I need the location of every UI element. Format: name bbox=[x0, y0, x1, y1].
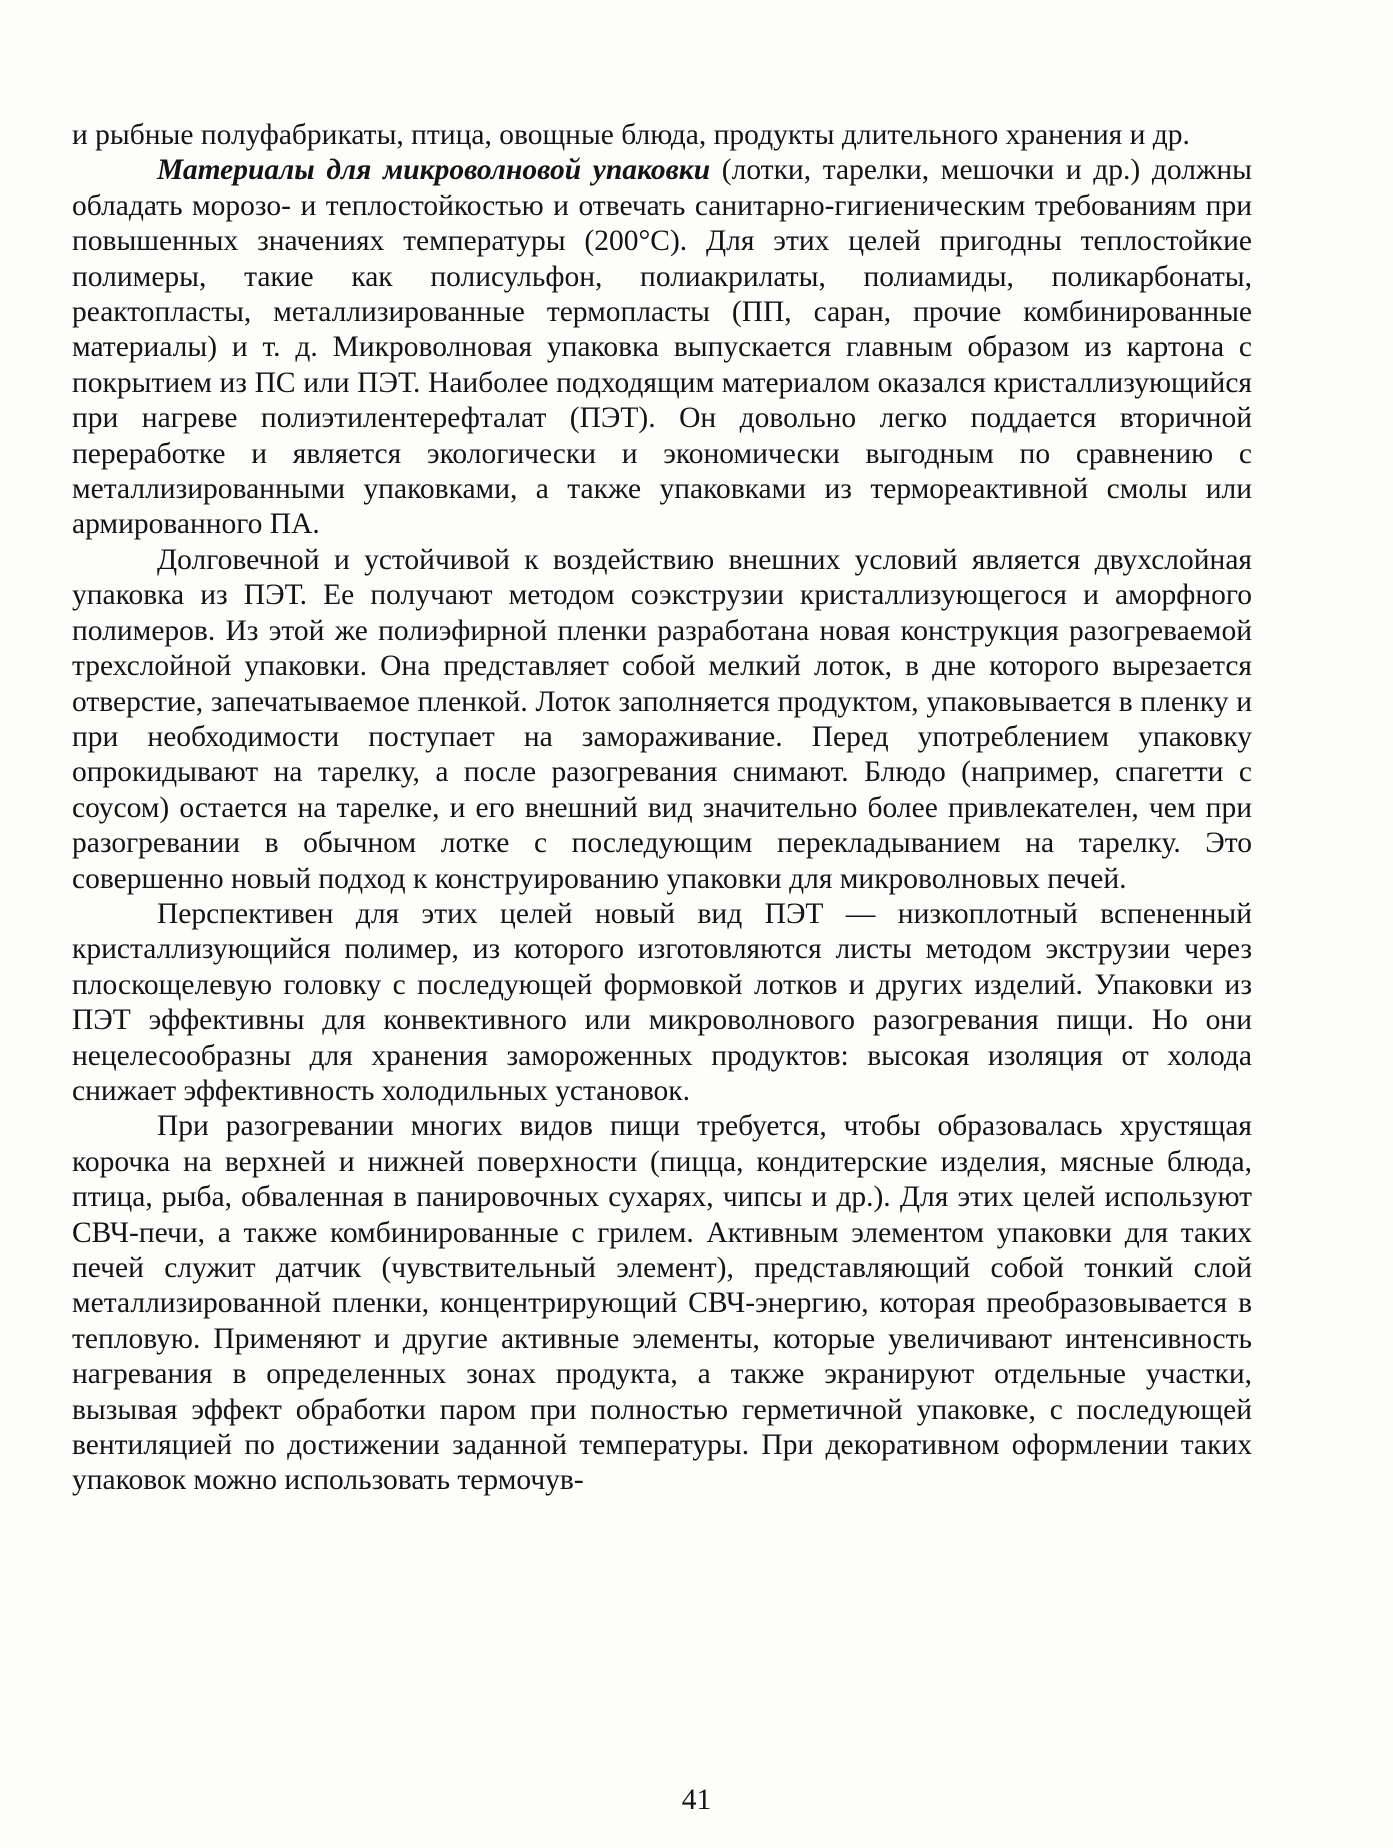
page-number: 41 bbox=[681, 1784, 712, 1816]
paragraph-two-layer-packaging: Долговечной и устойчивой к воздействию внешних условий является двухслойная упаковка из ПЭТ. Ее получают методом соэкструзии кристаллизующегося и аморфного полимеров. Из этой же полиэфирной пленки разработана новая конструкция разогреваемой трехслойной упаковки. Она представляет собой мелкий лоток, в дне которого вырезается отверстие, запечатываемое пленкой. Лоток заполняется продуктом, упаковывается в пленку и при необходимости поступает на замораживание. Перед употреблением упаковку опрокидывают на тарелку, а после разогревания снимают. Блюдо (например, спагетти с соусом) остается на тарелке, и его внешний вид значительно более привлекателен, чем при разогревании в обычном лотке с последующим перекладыванием на тарелку. Это совершенно новый подход к конструированию упаковки для микроволновых печей. bbox=[72, 543, 1252, 895]
lead-term-microwave-materials: Материалы для микроволновой упаковки bbox=[157, 154, 711, 187]
paragraph-foamed-pet: Перспективен для этих целей новый вид ПЭТ — низкоплотный вспененный кристаллизующийся полимер, из которого изготовляются листы методом экструзии через плоскощелевую головку с последующей формовкой лотков и других изделий. Упаковки из ПЭТ эффективны для конвективного или микроволнового разогревания пищи. Но они нецелесообразны для хранения замороженных продуктов: высокая изоляция от холода снижает эффективность холодильных установок. bbox=[72, 897, 1252, 1107]
paragraph-body: (лотки, тарелки, мешочки и др.) должны обладать морозо- и теплостойкостью и отвечать санитарно-гигиеническим требованиям при повышенных значениях температуры (200°С). Для этих целей пригодны теплостойкие полимеры, такие как полисульфон, полиакрилаты, полиамиды, поликарбонаты, реактопласты, металлизированные термопласты (ПП, саран, прочие комбинированные материалы) и т. д. Микроволновая упаковка выпускается главным образом из картона с покрытием из ПС или ПЭТ. Наиболее подходящим материалом оказался кристаллизующийся при нагреве полиэтилентерефталат (ПЭТ). Он довольно легко поддается вторичной переработке и является экологически и экономически выгодным по сравнению с металлизированными упаковками, а также упаковками из термореактивной смолы или армированного ПА. bbox=[72, 154, 1252, 541]
paragraph-crust-heating: При разогревании многих видов пищи требуется, чтобы образовалась хрустящая корочка на верхней и нижней поверхности (пицца, кондитерские изделия, мясные блюда, птица, рыба, обваленная в панировочных сухарях, чипсы и др.). Для этих целей используют СВЧ-печи, а также комбинированные с грилем. Активным элементом упаковки для таких печей служит датчик (чувствительный элемент), представляющий собой тонкий слой металлизированной пленки, концентрирующий СВЧ-энергию, которая преобразовывается в тепловую. Применяют и другие активные элементы, которые увеличивают интенсивность нагревания в определенных зонах продукта, а также экранируют отдельные участки, вызывая эффект обработки паром при полностью герметичной упаковке, с последующей вентиляцией по достижении заданной температуры. При декоративном оформлении таких упаковок можно использовать термочув- bbox=[72, 1110, 1252, 1497]
paragraph-microwave-materials bbox=[72, 153, 1252, 542]
page-body-text bbox=[72, 118, 1252, 1499]
paragraph-continuation: и рыбные полуфабрикаты, птица, овощные блюда, продукты длительного хранения и др. bbox=[72, 119, 1190, 151]
